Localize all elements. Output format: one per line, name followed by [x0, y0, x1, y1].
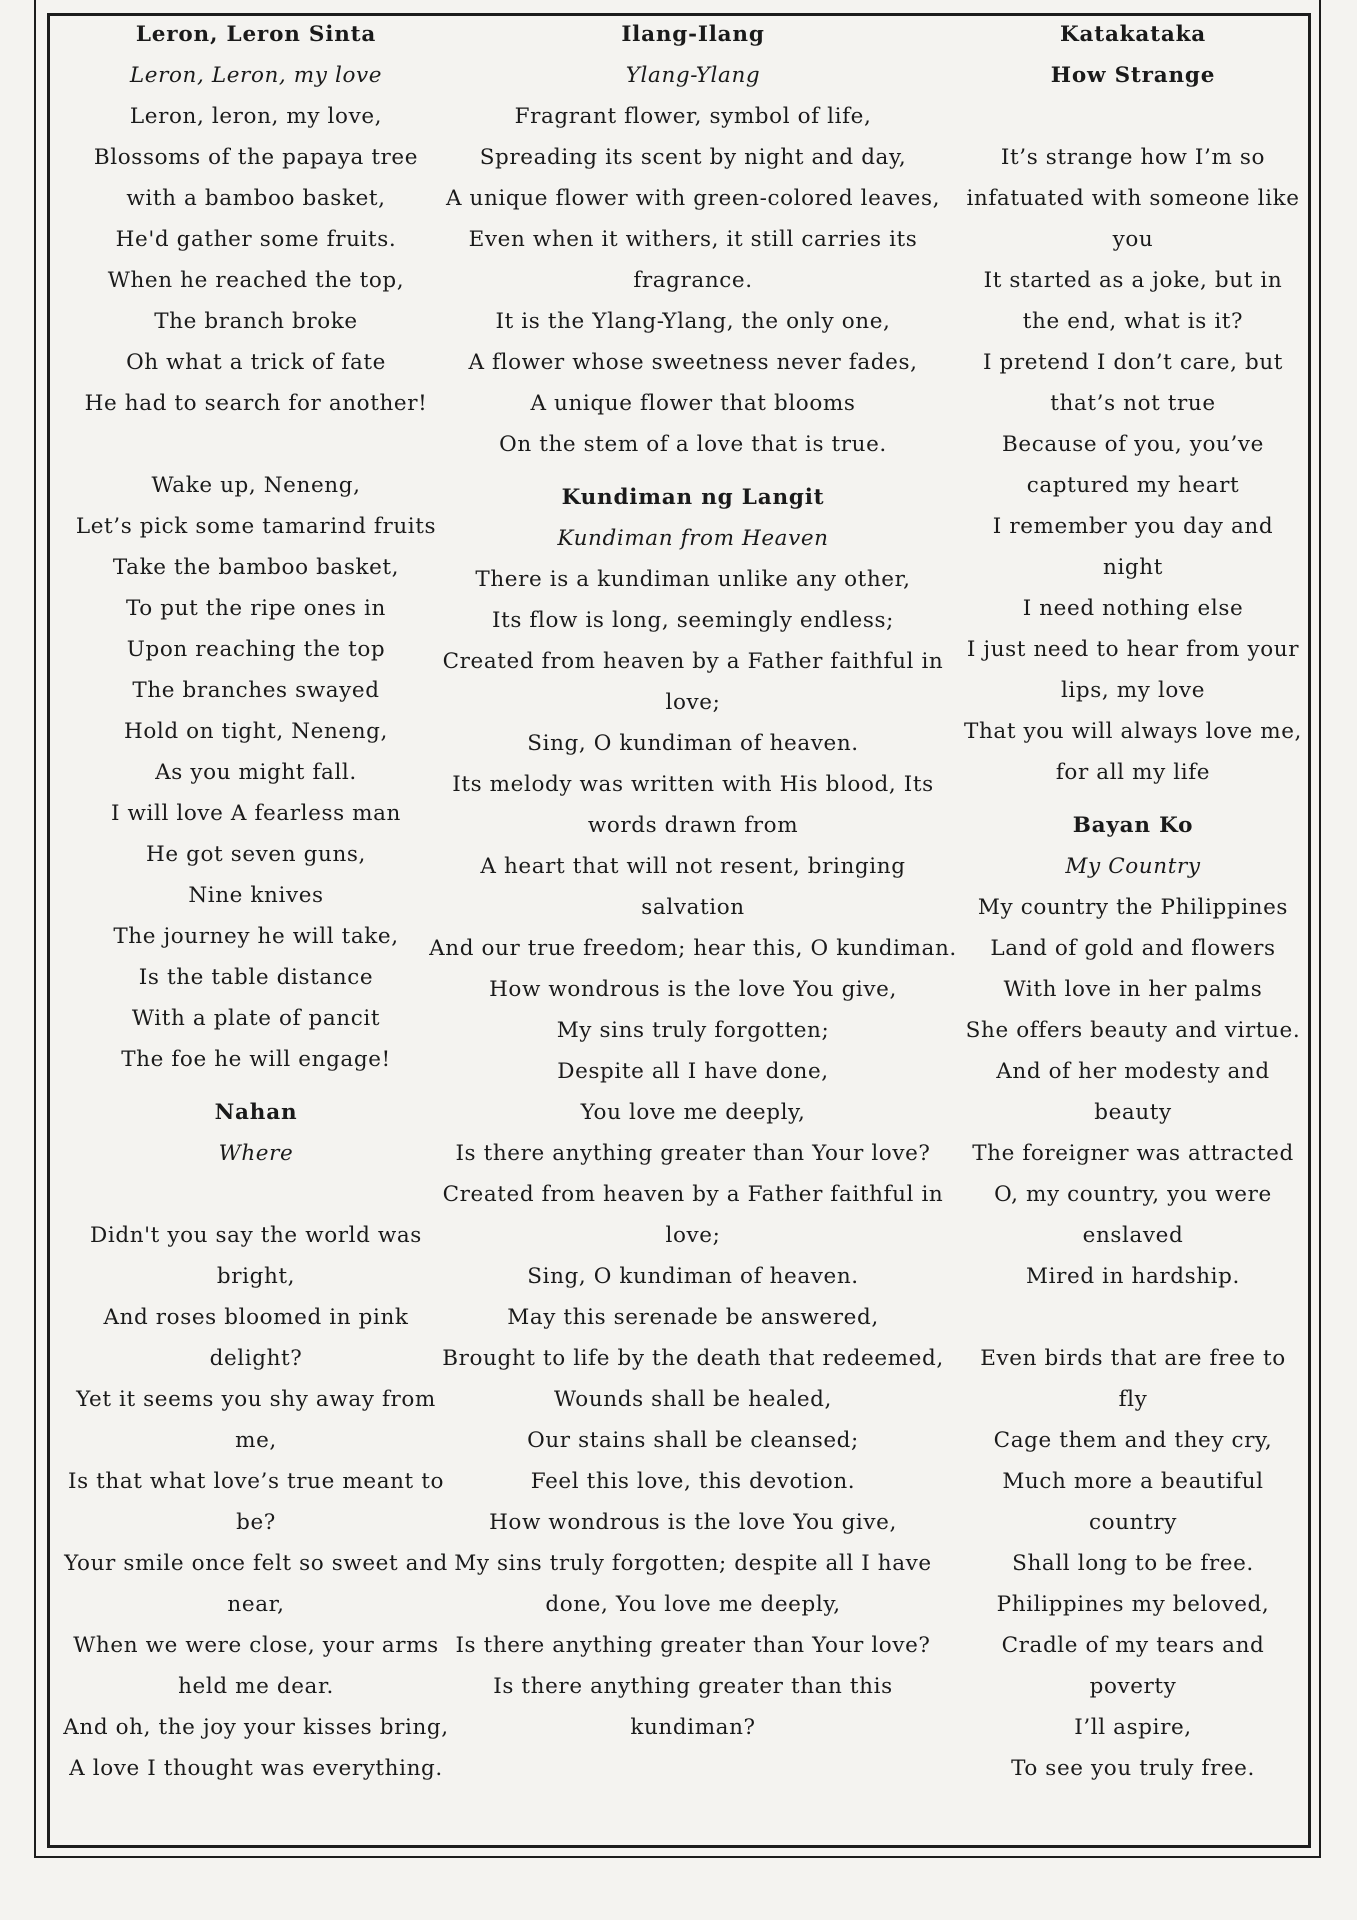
lyric-line: The branch broke — [154, 309, 358, 334]
lyric-line: On the stem of a love that is true. — [499, 432, 887, 457]
lyric-line: Our stains shall be cleansed; — [527, 1428, 859, 1453]
lyric-line: I just need to hear from your lips, my love — [966, 637, 1300, 703]
lyric-line: Philippines my beloved, — [996, 1592, 1270, 1617]
song-title: Bayan Ko — [1072, 813, 1194, 838]
lyric-line: I will love A fearless man — [110, 801, 401, 826]
song-separator — [60, 1080, 452, 1092]
lyric-line: And of her modesty and beauty — [996, 1059, 1270, 1125]
lyric-line: Much more a beautiful country — [1002, 1469, 1264, 1535]
lyric-line: Didn't you say the world was bright, — [90, 1223, 422, 1289]
column-2 — [428, 14, 958, 1748]
lyric-line: Sing, O kundiman of heaven. — [527, 1264, 859, 1289]
song-block — [428, 14, 958, 465]
lyric-line: Nine knives — [188, 883, 324, 908]
lyric-line: A heart that will not resent, bringing salvation — [480, 854, 906, 920]
lyric-line: Cage them and they cry, — [993, 1428, 1273, 1453]
lyric-line: With love in her palms — [1003, 977, 1263, 1002]
lyric-line: To see you truly free. — [1011, 1756, 1255, 1781]
lyric-line: Land of gold and flowers — [990, 936, 1276, 961]
lyric-line: I remember you day and night — [992, 514, 1274, 580]
song-title: Nahan — [214, 1100, 298, 1125]
lyric-line: Is the table distance — [138, 965, 374, 990]
lyric-line: And our true freedom; hear this, O kundiman. — [429, 936, 957, 961]
lyric-line: Hold on tight, Neneng, — [124, 719, 388, 744]
lyric-line: The branches swayed — [132, 678, 380, 703]
lyric-line: The foe he will engage! — [121, 1047, 391, 1072]
lyric-line: Is there anything greater than Your love? — [455, 1141, 931, 1166]
lyric-line: Brought to life by the death that redeemed, — [442, 1346, 944, 1371]
lyric-line: A love I thought was everything. — [69, 1756, 443, 1781]
song-subtitle: How Strange — [1050, 63, 1216, 88]
lyric-line: Created from heaven by a Father faithful in love; — [442, 649, 944, 715]
lyric-line: As you might fall. — [155, 760, 357, 785]
song-title: Katakataka — [1060, 22, 1206, 47]
lyric-line: My country the Philippines — [977, 895, 1289, 920]
lyric-line: O, my country, you were enslaved — [994, 1182, 1272, 1248]
lyric-line: Despite all I have done, — [557, 1059, 829, 1084]
song-block — [958, 14, 1308, 793]
lyric-line: I pretend I don’t care, but that’s not true — [982, 350, 1284, 416]
song-title: Leron, Leron Sinta — [135, 22, 377, 47]
lyric-line: Because of you, you’ve captured my heart — [1001, 432, 1264, 498]
song-subtitle: Where — [218, 1141, 294, 1166]
lyric-line: Fragrant flower, symbol of life, — [514, 104, 872, 129]
lyric-line: Even birds that are free to fly — [980, 1346, 1286, 1412]
stanza-break — [958, 1297, 1308, 1338]
lyric-line: My sins truly forgotten; despite all I have done, You love me deeply, — [454, 1551, 932, 1617]
song-block — [60, 14, 452, 1080]
song-separator — [958, 793, 1308, 805]
lyric-line: And roses bloomed in pink delight? — [103, 1305, 409, 1371]
column-3 — [958, 14, 1308, 1789]
lyric-line: Is there anything greater than this kundiman? — [493, 1674, 893, 1740]
lyric-line: Oh what a trick of fate — [126, 350, 386, 375]
song-subtitle: Leron, Leron, my love — [129, 63, 383, 88]
song-block — [60, 1092, 452, 1789]
song-block — [428, 477, 958, 1748]
lyric-line: And oh, the joy your kisses bring, — [63, 1715, 449, 1740]
lyric-line: A unique flower that blooms — [530, 391, 856, 416]
lyric-line: Your smile once felt so sweet and near, — [64, 1551, 448, 1617]
lyric-line: How wondrous is the love You give, — [489, 1510, 897, 1535]
lyric-line: A unique flower with green-colored leaves, — [445, 186, 941, 211]
song-subtitle: Ylang-Ylang — [625, 63, 761, 88]
lyric-line: You love me deeply, — [580, 1100, 806, 1125]
lyric-line: He had to search for another! — [84, 391, 428, 416]
lyric-line: He got seven guns, — [146, 842, 366, 867]
lyric-line: Cradle of my tears and poverty — [1001, 1633, 1265, 1699]
lyric-line: Created from heaven by a Father faithful in love; — [442, 1182, 944, 1248]
lyric-line: With a plate of pancit — [131, 1006, 381, 1031]
lyric-line: I’ll aspire, — [1074, 1715, 1192, 1740]
lyric-line: Wake up, Neneng, — [151, 473, 361, 498]
lyric-line: Is that what love’s true meant to be? — [67, 1469, 445, 1535]
song-subtitle: Kundiman from Heaven — [557, 526, 829, 551]
stanza-break — [60, 424, 452, 465]
lyric-line: Its flow is long, seemingly endless; — [492, 608, 894, 633]
song-title: Kundiman ng Langit — [561, 485, 825, 510]
lyric-line: Yet it seems you shy away from me, — [76, 1387, 436, 1453]
lyric-line: A flower whose sweetness never fades, — [468, 350, 918, 375]
lyric-line: Take the bamboo basket, — [112, 555, 400, 580]
lyric-line: It’s strange how I’m so infatuated with someone like you — [966, 145, 1300, 252]
lyric-line: May this serenade be answered, — [507, 1305, 879, 1330]
lyric-line: It is the Ylang-Ylang, the only one, — [495, 309, 891, 334]
song-separator — [428, 465, 958, 477]
lyric-line: Sing, O kundiman of heaven. — [527, 731, 859, 756]
lyric-line: Even when it withers, it still carries its fragrance. — [468, 227, 918, 293]
lyric-line: That you will always love me, for all my life — [964, 719, 1302, 785]
lyric-line: There is a kundiman unlike any other, — [475, 567, 911, 592]
lyric-line: Is there anything greater than Your love? — [455, 1633, 931, 1658]
stanza-break — [958, 96, 1308, 137]
lyric-line: Mired in hardship. — [1026, 1264, 1240, 1289]
lyric-line: She offers beauty and virtue. — [965, 1018, 1301, 1043]
stanza-break — [60, 1174, 452, 1215]
lyric-line: How wondrous is the love You give, — [489, 977, 897, 1002]
lyric-line: When we were close, your arms held me dear. — [73, 1633, 439, 1699]
column-1 — [60, 14, 452, 1789]
lyric-line: Leron, leron, my love, — [129, 104, 383, 129]
lyric-line: Wounds shall be healed, — [554, 1387, 832, 1412]
lyric-line: It started as a joke, but in the end, what is it? — [983, 268, 1283, 334]
lyric-line: Its melody was written with His blood, Its words drawn from — [452, 772, 934, 838]
lyric-line: Feel this love, this devotion. — [530, 1469, 856, 1494]
song-block — [958, 805, 1308, 1789]
song-title: Ilang-Ilang — [621, 22, 765, 47]
lyric-line: The journey he will take, — [113, 924, 399, 949]
lyric-line: I need nothing else — [1022, 596, 1244, 621]
lyric-line: Upon reaching the top — [126, 637, 386, 662]
lyric-line: To put the ripe ones in — [126, 596, 386, 621]
lyric-line: The foreigner was attracted — [972, 1141, 1294, 1166]
lyric-line: with a bamboo basket, — [126, 186, 386, 211]
lyric-line: Blossoms of the papaya tree — [93, 145, 419, 170]
lyric-line: Shall long to be free. — [1012, 1551, 1254, 1576]
lyric-line: Let’s pick some tamarind fruits — [75, 514, 437, 539]
lyric-line: My sins truly forgotten; — [556, 1018, 830, 1043]
lyric-line: He'd gather some fruits. — [115, 227, 397, 252]
lyric-line: When he reached the top, — [107, 268, 405, 293]
lyric-line: Spreading its scent by night and day, — [479, 145, 907, 170]
song-subtitle: My Country — [1065, 854, 1201, 879]
